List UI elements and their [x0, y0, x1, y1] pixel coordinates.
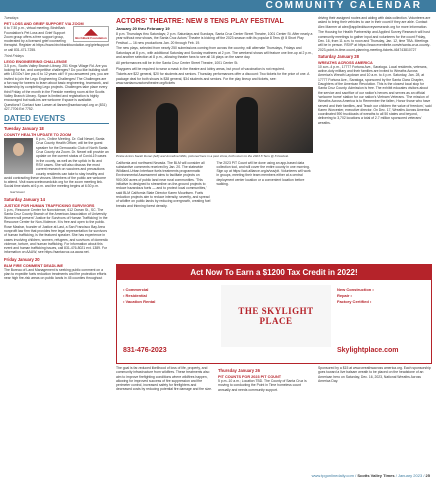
ad-service-item: Factory Certified • [337, 299, 372, 304]
footer-url[interactable]: www.tpgonlinedaily.com [311, 473, 354, 478]
event-date: Saturday January 14 [4, 196, 45, 202]
lower-middle-text [218, 366, 314, 393]
event-date: Thursday January 26 [218, 368, 260, 373]
dated-events-title: DATED EVENTS [4, 114, 109, 124]
continued-text: Sponsored by a $15 at www.wreathsacross america.org. Each sponsorship goes toward a live balsam wreath to be placed on the headstone of an American hero on Saturday, Dec. 16, 2023, National Wreaths Across America Day. [318, 366, 431, 383]
feature-paragraph: The new plays, selected from nearly 250 submissions coming from across the country, will alternate Thursdays, Fridays and Saturdays at 8 p.m., with additional Saturday and Sunday matinees at 2 p.m. The weekend shows will feature one line-up at 2 p.m., and another selection at 8 p.m., allowing theater fans to see all 16 plays on the same day. [116, 46, 313, 59]
ad-service-item: • Commercial [123, 287, 149, 292]
ad-headline: Act Now To Earn a $1200 Tax Credit in 2022! [117, 265, 431, 280]
event-heading: BLM FIRE COMMENT DEADLINE [4, 263, 64, 268]
actor-figure [156, 103, 178, 153]
section-title: COMMUNITY CALENDAR [265, 0, 422, 11]
text-column: California and northwest Nevada. The BLM will consider all substantive comments received by Jan. 20. The statewide Wildland-Urban Interface fuels treatments programmatic Environmental Assessment aims to facilitate projects on 900,000 acres of public land near rural communities. 'This initiative is designed to streamline on-the-ground projects to reduce hazardous fuels — and to protect local communities,' said BLM California State Director Karen Mouritsen. Fuels reduction projects aim to reduce intensity, severity, and spread of wildfire on public lands by reducing overgrowth, creating fuel breaks and thinning forest density. [116, 160, 211, 208]
event-body: 6 to 7:30 p.m., virtual meeting. BirchBark Foundation's Pet Loss and Grief Support Zoom group offers a free support group, moderated by a licensed grief counseling therapist. Register at https://www.birchbarkfoundation.org/griefsupport or call 831-471-7255. [4, 26, 109, 52]
lower-left-text [116, 366, 212, 393]
event-body: The Bureau of Land Management is seeking public comment on a plan to expedite fuels reduction treatments and fire protection efforts near high fire-risk areas on public lands in 45 counties throughout [4, 267, 107, 281]
two-column-text [116, 161, 313, 210]
event-heading: PET LOSS AND GRIEF SUPPORT VIA ZOOM [4, 22, 84, 27]
speaker-photo [4, 138, 33, 174]
actors-photo [116, 87, 313, 153]
ad-service-item: Repair • [337, 293, 352, 298]
ad-service-item: New Construction • [337, 287, 374, 292]
ad-website-link[interactable]: Skylightplace.com [337, 347, 399, 354]
feature-paragraph: All performances will be in the Santa Cruz Center Street Theatre, 1001 Center St. [116, 60, 239, 65]
feature-paragraph: 8 p.m. Thursdays thru Saturdays; 2 p.m. Saturdays and Sundays, Santa Cruz Center Street Theatre, 1001 Center St. After nearly a year without new shows, the Santa Cruz Actors' Theatre is kicking off the 2023 season with its popular 8 Tens @ 8 Short Play Festival — 16 new productions Jan. 20 through Feb. 19. [116, 32, 313, 45]
photo-caption: Gail Newel [10, 190, 25, 195]
recurring-label: Tuesdays [4, 16, 19, 20]
event-heading: COUNTY HEALTH UPDATE TO ZOOM [4, 133, 72, 138]
event-date: Friday January 20 [4, 256, 40, 262]
feature-date: January 20 thru February 19 [116, 26, 170, 31]
logo-text: BirchBark Foundation [75, 35, 107, 40]
footer-date: January 2023 [397, 473, 423, 478]
tree-icon [84, 29, 98, 36]
ad-brand-text: THE SKYLIGHT PLACE [238, 306, 314, 326]
footer-publication: Scotts Valley Times [357, 473, 395, 478]
ad-brand-logo [221, 285, 331, 347]
event-body: 10 a.m.-4 p.m., 17777 Fortuna Ave., Saratoga. Local residents, veterans, active-duty military and their families are invited to Wreaths Across America's Wreath Laydown and 10 a.m. to 4 p.m. Saturday, Jan. 28, at 17777 Fortuna Ave., Saratoga, sponsored by the Santa Clara Chapter, Daughters of the American Revolution. This is the closest local stop for Santa Cruz County. Admission is free. The exhibit educates visitors about the service and sacrifice of our nation's heroes and serves as an official 'welcome home' station for our nation's Vietnam Veterans. 'The mission of Wreaths Across America is to Remember the fallen, Honor those who have served and their families, and Teach our children the value of freedom,' said Karen Worcester, executive director. On Dec. 17, Wreaths Across America coordinated 590 truckloads of wreaths to all 50 states and beyond, delivering to 3,702 locations a total of 2.7 million sponsored veterans' wreaths. [318, 64, 432, 125]
continued-text: driving their assigned routes and aiding with data collection. Volunteers are asked to bring their vehicles to use in their count if they are able. Contact Alex Marmer at alex@applieddsurveysresearch.org for more information. [318, 16, 431, 29]
photo-caption: Pinkie Actors Sarah Duran (left) and Arondina Willis, pictured here in a past show, both return to the 2023 8 Tens @ 8 Festival. [116, 154, 289, 159]
right-column [318, 16, 432, 127]
event-heading: WREATHS ACROSS AMERICA [318, 60, 373, 65]
feature-paragraph: Playgoers will be required to wear a mask in the theatre and lobby areas, but proof of vaccination is not required. [116, 66, 285, 71]
skylight-advertisement[interactable] [116, 264, 432, 364]
lower-right-text [318, 366, 432, 385]
ad-service-item: • Residential [123, 293, 147, 298]
event-subheading: Third Fridays [4, 53, 24, 58]
continued-text: The goal is far-reduced likelihood of loss of life, property, and community infrastructure from wildfires. These treatments also aim to improve firefighting conditions where wildfires happen, allowing for improved success of fire suppression and fire perimeter control, increased safety for firefighters and decreased costs by reducing potential fire damage and fire size. [116, 366, 212, 392]
event-heading: LEGO ENGINEERING CHALLENGE [4, 59, 68, 64]
event-heading: PIT COUNTS FOR 2023 PIT COUNT [218, 375, 282, 379]
birchbark-logo [73, 26, 109, 42]
middle-column [116, 16, 313, 209]
event-heading: JUSTICE FOR HUMAN TRAFFICKING SURVIVORS [4, 203, 95, 208]
text-column: The 2023 PIT Count will be done using an app-based data collection tool, and will cover the entire county in one morning. Sign up at https://act.alliance.org/a/vss/pit. Volunteers will work in groups, meeting their team members either at a central deployment center location or a convenient location before walking. [216, 160, 311, 187]
event-body: 1 p.m., Resource Center for Nonviolence, 612 Ocean St., SC. The Santa Cruz County Branch of the American Association of University Women will present 'Justice for Survivors of Human Trafficking' in the Resource Center for Non-Violence. It is free and open to the public. Rose Mashar, founder of Justice at Last, a San Francisco Bay Area nonprofit law firm that provides free legal representation for survivors of human trafficking, is the featured speaker. She has experience in cases involving children, women, refugees, and survivors of domestic violence, torture, and human trafficking. For information about this event and human trafficking issues, call 831-476-8021 ext. 1389. For information on AAUW, see https://santacruz-ca.aauw.net. [4, 207, 109, 255]
ad-service-item: • Vacation Rental [123, 299, 156, 304]
ad-phone[interactable]: 831-476-2023 [123, 347, 167, 354]
event-body: 3-5 p.m., Scotts Valley Branch Library, 251 Kings Village Rd. Are you looking for fun, and competitive challenges? Do you like building stuff with LEGOs? Are you 6 to 12 years old? If you answered yes, you are invited to join the Lego Engineering Challenges! The Challenges are a fun way for tweens to learn about basic engineering, teamwork, and leadership by completing Lego projects. Challenges take place every third Friday of the month in the Fireside meeting room at the Scotts Valley Branch Library. Space is limited and registration is highly encouraged but walk-ins are welcome if space is available. Questions? Contact Ivan Larsen at llarsen@santacruzpl.org or (831) 427-7706 Ext 7752. [4, 63, 109, 111]
footer-page-number: 25 [425, 473, 430, 478]
event-date: Saturday January 28 [318, 53, 359, 59]
event-date: Tuesday January 18 [4, 126, 44, 132]
actor-figure [236, 97, 258, 153]
event-body: 5 p.m.-10 a.m.; Location TBD. The County of Santa Cruz is moving to conducting the Point in Time homeless count annually and needs community support. [218, 379, 307, 392]
page-footer: www.tpgonlinedaily.com / Scotts Valley Times / January 2023 / 25 [311, 473, 430, 478]
ad-services-left [123, 287, 218, 305]
feature-heading: ACTORS' THEATRE: NEW 8 TENS PLAY FESTIVAL [116, 18, 284, 25]
page-banner [0, 0, 436, 12]
ad-services-right [337, 287, 429, 305]
event-body: 6 p.m., Online Meeting. Dr. Gail Newel, Santa Cruz County Health Officer, will be the guest speaker for the Democratic Club of North Santa Cruz County via Zoom. Dr. Newel will provide an update on the current status of Covid-19 cases in the county, as well as the uptick in flu and RSV cases. She will also discuss the most current research on vaccines and precautions county residents can take to stay healthy and avoid contracting these viruses. Members of the public are welcome to attend. Visit www.sveleonardclub.org for the zoom meeting link. Social time starts at 6 p.m. and the meeting begins at 6:30 p.m. [4, 137, 109, 189]
left-column [4, 16, 109, 282]
survey-text: The Housing for Health Partnership and Applied Survey Research will host community meetings to gather input and volunteers for the count Friday, Dec. 16, from 11 a.m. to noon and Thursday, Jan. 12, time TBA. Meetings will be in person. RSVP at https://www.eventbrite.com/e/santa-cruz-county-2023-point-in-time-count-planning-meeting-tickets-464743810727 [318, 30, 431, 52]
feature-paragraph: Tickets are $22 general, $20 for students and seniors. Thursday performances offer a discount: Two tickets for the price of one. A package deal for both shows is $38 general, $34 students and seniors. For the play lineup and tickets, see: www.santacruzactorstheatre.org/tickets [116, 72, 310, 85]
